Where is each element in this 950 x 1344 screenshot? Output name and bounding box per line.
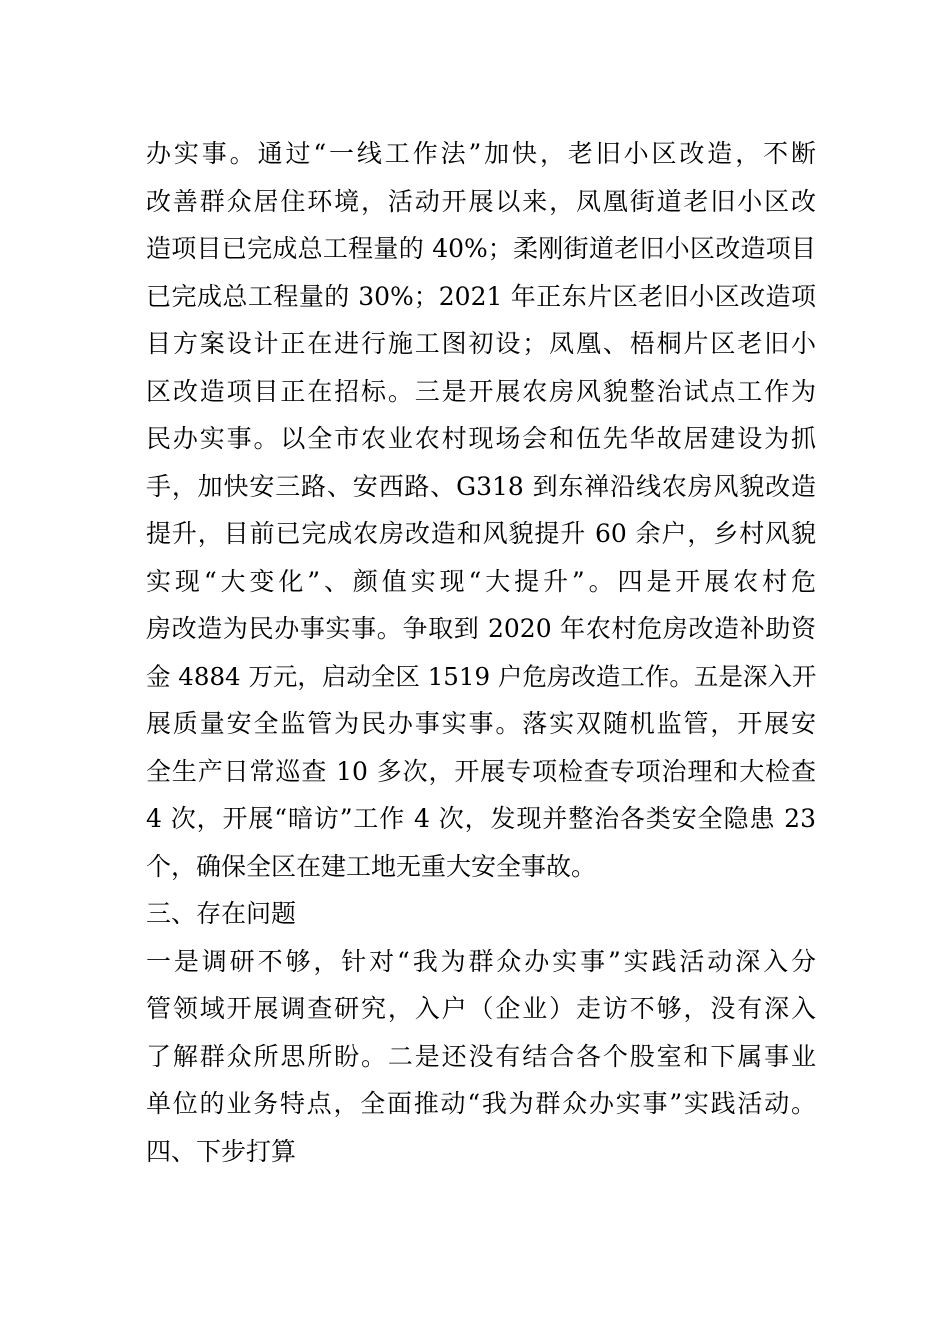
body-line: 手，加快安三路、安西路、G318 到东禅沿线农房风貌改造 (146, 471, 816, 501)
body-line: 改善群众居住环境，活动开展以来，凤凰街道老旧小区改 (146, 186, 816, 216)
body-line: 管领域开展调查研究，入户（企业）走访不够，没有深入 (146, 994, 816, 1023)
body-line: 已完成总工程量的 30%；2021 年正东片区老旧小区改造项 (146, 281, 816, 311)
body-line: 了解群众所思所盼。二是还没有结合各个股室和下属事业 (146, 1041, 816, 1071)
body-line: 一是调研不够，针对“我为群众办实事”实践活动深入分 (146, 946, 816, 976)
body-line: 4 次，开展“暗访”工作 4 次，发现并整治各类安全隐患 23 (146, 804, 816, 833)
body-line: 办实事。通过“一线工作法”加快，老旧小区改造，不断 (146, 139, 816, 168)
body-line: 目方案设计正在进行施工图初设；凤凰、梧桐片区老旧小 (146, 329, 816, 358)
section-heading-problems: 三、存在问题 (146, 899, 297, 928)
body-line: 全生产日常巡查 10 多次，开展专项检查专项治理和大检查 (146, 756, 816, 786)
body-line: 金 4884 万元，启动全区 1519 户危房改造工作。五是深入开 (146, 661, 817, 691)
body-line: 房改造为民办事实事。争取到 2020 年农村危房改造补助资 (146, 614, 816, 643)
body-line: 单位的业务特点，全面推动“我为群众办实事”实践活动。 (146, 1089, 816, 1118)
section-heading-next-steps: 四、下步打算 (146, 1136, 297, 1166)
document-body (146, 130, 816, 1175)
body-line: 民办实事。以全市农业农村现场会和伍先华故居建设为抓 (146, 424, 816, 453)
body-line: 造项目已完成总工程量的 40%；柔刚街道老旧小区改造项目 (146, 234, 816, 263)
body-line: 展质量安全监管为民办事实事。落实双随机监管，开展安 (146, 709, 816, 738)
body-line: 个，确保全区在建工地无重大安全事故。 (146, 851, 597, 881)
body-line: 实现“大变化”、颜值实现“大提升”。四是开展农村危 (146, 566, 816, 596)
body-line: 提升，目前已完成农房改造和风貌提升 60 余户，乡村风貌 (146, 519, 816, 548)
body-line: 区改造项目正在招标。三是开展农房风貌整治试点工作为 (146, 376, 816, 406)
